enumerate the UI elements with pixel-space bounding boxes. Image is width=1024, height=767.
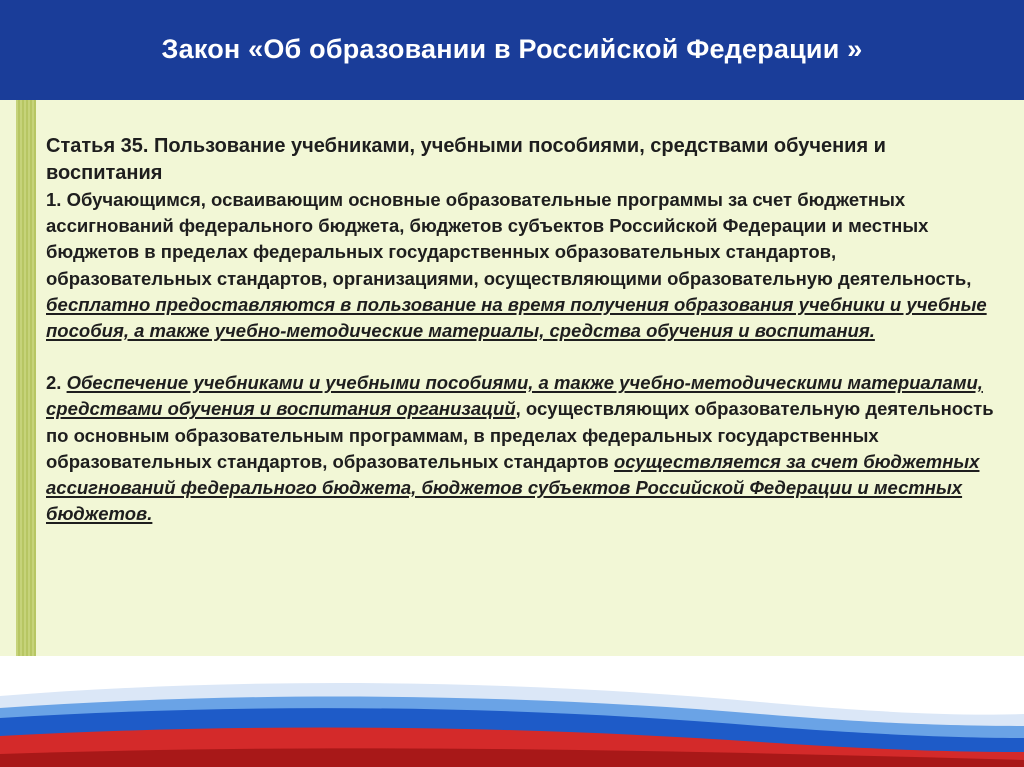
paragraph-1-emphasis: бесплатно предоставляются в пользование на время получения образования учебники и учебные пособия, а также учебно-методические материалы, средства обучения и воспитания.: [46, 293, 987, 342]
paragraph-1: [46, 187, 996, 344]
flag-wave-footer: [0, 656, 1024, 767]
paragraph-2-emphasis-1: Обеспечение учебниками и учебными пособиями, а также учебно-методическими материалами, средствами обучения и воспитания организаций: [46, 372, 983, 420]
article-heading: Статья 35. Пользование учебниками, учебными пособиями, средствами обучения и воспитания: [46, 135, 886, 184]
paragraph-2-emphasis-2: осуществляется за счет бюджетных ассигнований федерального бюджета, бюджетов субъектов Российской Федерации и местных бюджетов.: [46, 450, 980, 525]
slide-title: Закон «Об образовании в Российской Федерации »: [161, 34, 863, 64]
paragraph-2: [46, 370, 996, 527]
article-body: [46, 133, 996, 527]
paragraph-gap: [46, 344, 996, 370]
flag-wave-graphic: [0, 656, 1024, 767]
paragraph-2-text: , осуществляющих образовательную деятельность по основным образовательным программам, в пределах федеральных государственных образовательных стандартов, образовательных стандартов: [46, 398, 994, 472]
title-bar: [0, 0, 1024, 101]
paragraph-2-number: 2.: [46, 372, 67, 394]
paragraph-1-text: 1. Обучающимся, осваивающим основные образовательные программы за счет бюджетных ассигнований федерального бюджета, бюджетов субъектов Российской Федерации и местных бюджетов в пределах федеральных государственных образовательных стандартов, образовательных стандартов, организациями, осуществляющими образовательную деятельность,: [46, 189, 972, 289]
decorative-stripe: [16, 100, 36, 656]
